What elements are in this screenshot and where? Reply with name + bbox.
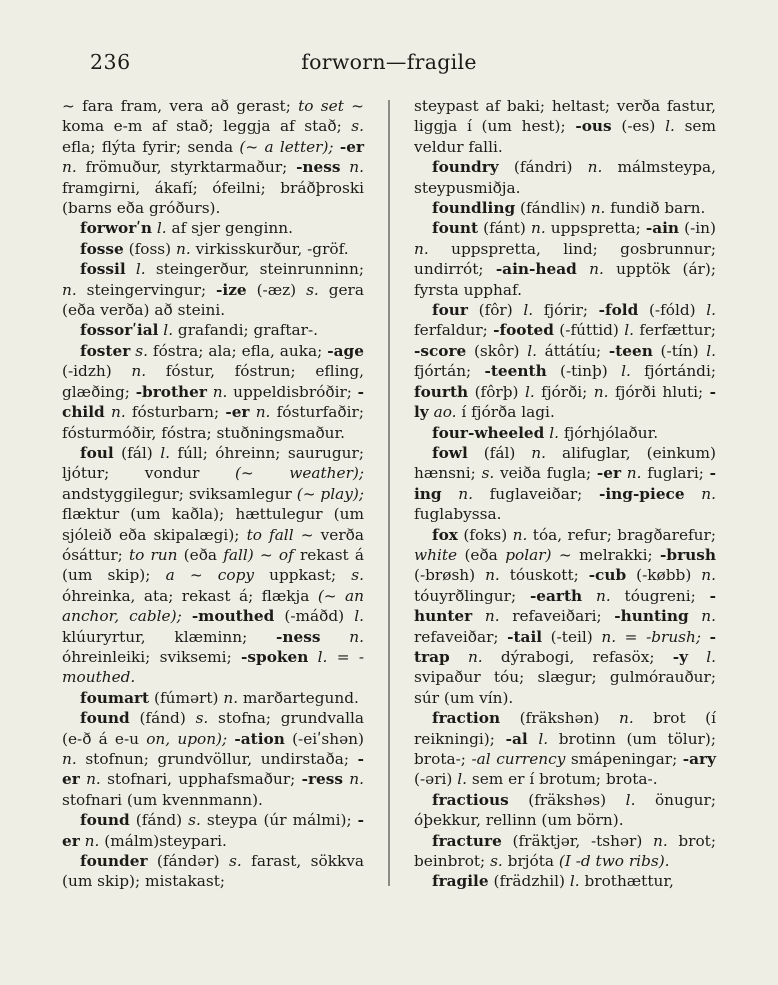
column-divider-rule bbox=[389, 100, 390, 886]
dictionary-entry: fraction (fräkshən) n. brot (í reikningi); -al l. brotinn (um tölur); brota-; -al currency smápeningar; -ary (-əri) l. sem er í brotum; brota-. bbox=[414, 709, 716, 789]
left-column bbox=[62, 96, 372, 892]
page-number: 236 bbox=[90, 50, 131, 74]
dictionary-entry: founder (fándər) s. farast, sökkva (um skip); mistakast; bbox=[62, 852, 364, 891]
dictionary-entry: fracture (fräktjər, -tshər) n. brot; beinbrot; s. brjóta (I -d two ribs). bbox=[414, 831, 716, 871]
right-column bbox=[406, 96, 716, 892]
dictionary-entry: foumart (fúmərt) n. marðartegund. bbox=[80, 688, 359, 707]
dictionary-entry: forworʹn l. af sjer genginn. bbox=[80, 219, 293, 238]
dictionary-entry: fount (fánt) n. uppspretta; -ain (-in) n. uppspretta, lind; gosbrunnur; undirrót; -ain-head n. upptök (ár); fyrsta upphaf. bbox=[414, 219, 716, 299]
dictionary-entry: fowl (fál) n. alifuglar, (einkum) hænsni; s. veiða fugla; -er n. fuglari; -ing n. fuglaveiðar; -ing-piece n. fuglabyssa. bbox=[414, 443, 716, 524]
dictionary-entry: foundling (fándlin) n. fundið barn. bbox=[432, 199, 706, 218]
dictionary-entry: steypast af baki; heltast; verða fastur, liggja í (um hest); -ous (-es) l. sem veldur falli. bbox=[414, 97, 716, 156]
dictionary-entry: foul (fál) l. fúll; óhreinn; saurugur; ljótur; vondur (~ weather); andstyggilegur; sviksamlegur (~ play); flæktur (um kaðla); hættulegur (um sjóleið eða skipalægi); to fall ~ verða ósáttur; to run (eða fall) ~ of rekast á (um skip); a ~ copy uppkast; s. óhreinka, ata; rekast á; flækja (~ an anchor, cable); -mouthed (-máðd) l. klúuryrtur, klæminn; -ness n. óhreinleiki; sviksemi; -spoken l. = -mouthed. bbox=[62, 443, 365, 687]
dictionary-entry: foundry (fándri) n. málmsteypa, steypusmiðja. bbox=[414, 158, 716, 197]
dictionary-entry: four (fôr) l. fjórir; -fold (-fóld) l. ferfaldur; -footed (-fúttid) l. ferfættur; -score (skôr) l. áttátíu; -teen (-tín) l. fjórtán; -teenth (-tinþ) l. fjórtándi; fourth (fôrþ) l. fjórði; n. fjórði hluti; -ly ao. í fjórða lagi. bbox=[414, 301, 717, 422]
dictionary-entry: fragile (frädzhil) l. brothættur, bbox=[432, 872, 674, 891]
dictionary-entry: fox (foks) n. tóa, refur; bragðarefur; white (eða polar) ~ melrakki; -brush (-brøsh) n. tóuskott; -cub (-købb) n. tóuyrðlingur; -earth n. tóugreni; -hunter n. refaveiðari; -hunting n. refaveiðar; -tail (-teil) n. = -brush; -trap n. dýrabogi, refasöx; -y l. svipaður tóu; slægur; gulmórauður; súr (um vín). bbox=[414, 525, 717, 707]
dictionary-entry: ~ fara fram, vera að gerast; to set ~ koma e-m af stað; leggja af stað; s. efla; flýta fyrir; senda (~ a letter); -er n. frömuður, styrktarmaður; -ness n. framgirni, ákafí; ófeilni; bráðþroski (barns eða gróðurs). bbox=[62, 97, 364, 218]
running-head: forworn—fragile bbox=[301, 50, 477, 74]
dictionary-entry: fractious (fräkshəs) l. önugur; óþekkur, rellinn (um börn). bbox=[414, 790, 716, 830]
dictionary-entry: fossil l. steingerður, steinrunninn; n. steingervingur; -ize (-æz) s. gera (eða verða) að steini. bbox=[62, 260, 364, 320]
dictionary-entry: four-wheeled l. fjórhjólaður. bbox=[432, 423, 659, 442]
dictionary-entry: fosse (foss) n. virkisskurður, -gröf. bbox=[80, 239, 349, 258]
dictionary-entry: foster s. fóstra; ala; efla, auka; -age (-idzh) n. fóstur, fóstrun; efling, glæðing; -brother n. uppeldisbróðir; -child n. fósturbarn; -er n. fósturfaðir; fósturmóðir, fóstra; stuðningsmaður. bbox=[62, 341, 365, 442]
page-header bbox=[62, 46, 716, 86]
text-columns bbox=[62, 96, 716, 892]
dictionary-entry: found (fánd) s. steypa (úr málmi); -er n. (málm)steypari. bbox=[62, 811, 364, 850]
dictionary-entry: fossorʹial l. grafandi; graftar-. bbox=[80, 321, 318, 340]
dictionary-entry: found (fánd) s. stofna; grundvalla (e-ð á e-u on, upon); -ation (-eiʹshən) n. stofnun; grundvöllur, undirstaða; -er n. stofnari, upphafsmaður; -ress n. stofnari (um kvennmann). bbox=[62, 709, 364, 809]
